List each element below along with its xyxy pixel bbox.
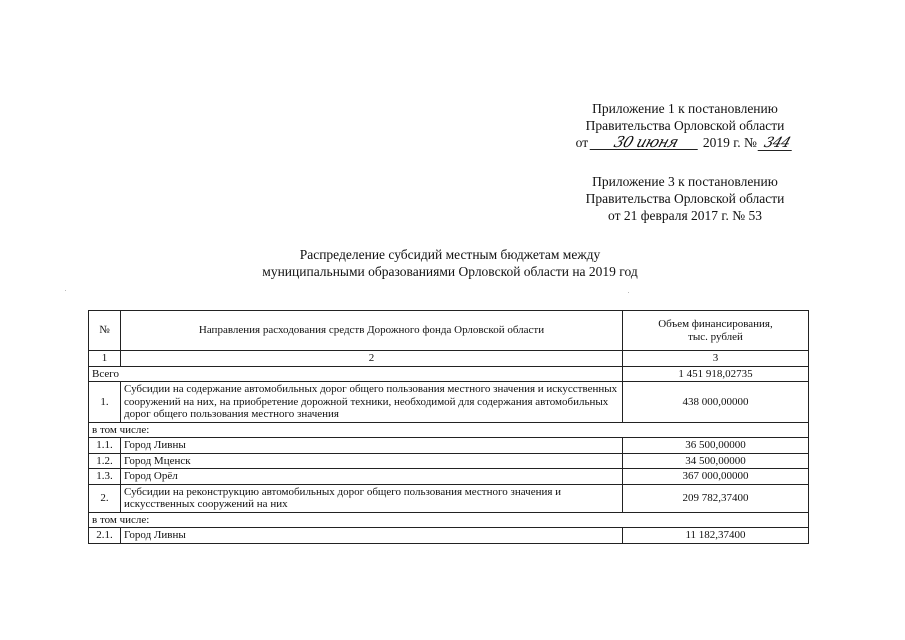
scan-speck [65,290,66,291]
row-number: 2.1. [89,528,121,544]
including-row [89,512,809,528]
table-row [89,453,809,469]
document-title [200,246,700,280]
appendix-header-current [545,100,825,151]
row-name: Город Ливны [121,438,623,454]
total-value: 1 451 918,02735 [623,366,809,382]
prev-appendix-line-1: Приложение 3 к постановлению [592,174,778,189]
table-row [89,438,809,454]
row-value: 36 500,00000 [623,438,809,454]
scan-speck [628,292,629,293]
row-number: 1.1. [89,438,121,454]
including-label: в том числе: [89,512,809,528]
section-number: 1. [89,382,121,423]
title-line-1: Распределение субсидий местным бюджетам между [299,247,601,262]
column-number: 3 [623,351,809,367]
table-row [89,528,809,544]
table-header-row [89,311,809,351]
row-name: Город Мценск [121,453,623,469]
section-row [89,484,809,512]
header-direction: Направления расходования средств Дорожного фонда Орловской области [121,311,623,351]
column-number: 1 [89,351,121,367]
header-amount-line-1: Объем финансирования, [658,318,773,330]
total-row [89,366,809,382]
date-suffix: 2019 г. № [702,135,757,150]
handwritten-date: 30 июня [589,135,702,150]
appendix-line-2: Правительства Орловской области [585,118,785,133]
prev-appendix-line-3: от 21 февраля 2017 г. № 53 [608,208,762,223]
row-name: Город Орёл [121,469,623,485]
section-value: 438 000,00000 [623,382,809,423]
header-number: № [89,311,121,351]
title-line-2: муниципальными образованиями Орловской области на 2019 год [262,264,638,279]
section-value: 209 782,37400 [623,484,809,512]
handwritten-number: 344 [758,136,797,151]
header-amount-line-2: тыс. рублей [688,330,743,343]
prev-appendix-line-2: Правительства Орловской области [585,191,785,206]
appendix-line-1: Приложение 1 к постановлению [592,101,778,116]
column-number: 2 [121,351,623,367]
header-amount [623,311,809,351]
table-row [89,469,809,485]
section-text: Субсидии на реконструкцию автомобильных дорог общего пользования местного значения и искусственных сооружений на них [121,484,623,512]
row-value: 34 500,00000 [623,453,809,469]
section-row [89,382,809,423]
row-number: 1.2. [89,453,121,469]
appendix-date-line [545,134,825,151]
including-row [89,422,809,438]
total-label: Всего [89,366,623,382]
column-number-row [89,351,809,367]
appendix-header-previous [545,173,825,224]
date-prefix: от [575,135,589,150]
row-name: Город Ливны [121,528,623,544]
row-value: 367 000,00000 [623,469,809,485]
row-number: 1.3. [89,469,121,485]
section-number: 2. [89,484,121,512]
including-label: в том числе: [89,422,809,438]
section-text: Субсидии на содержание автомобильных дорог общего пользования местного значения и искусственных сооружений на них, на приобретение дорожной техники, необходимой для содержания автомобильных дорог общего пользования местного значения [121,382,623,423]
row-value: 11 182,37400 [623,528,809,544]
subsidy-table [88,310,809,544]
